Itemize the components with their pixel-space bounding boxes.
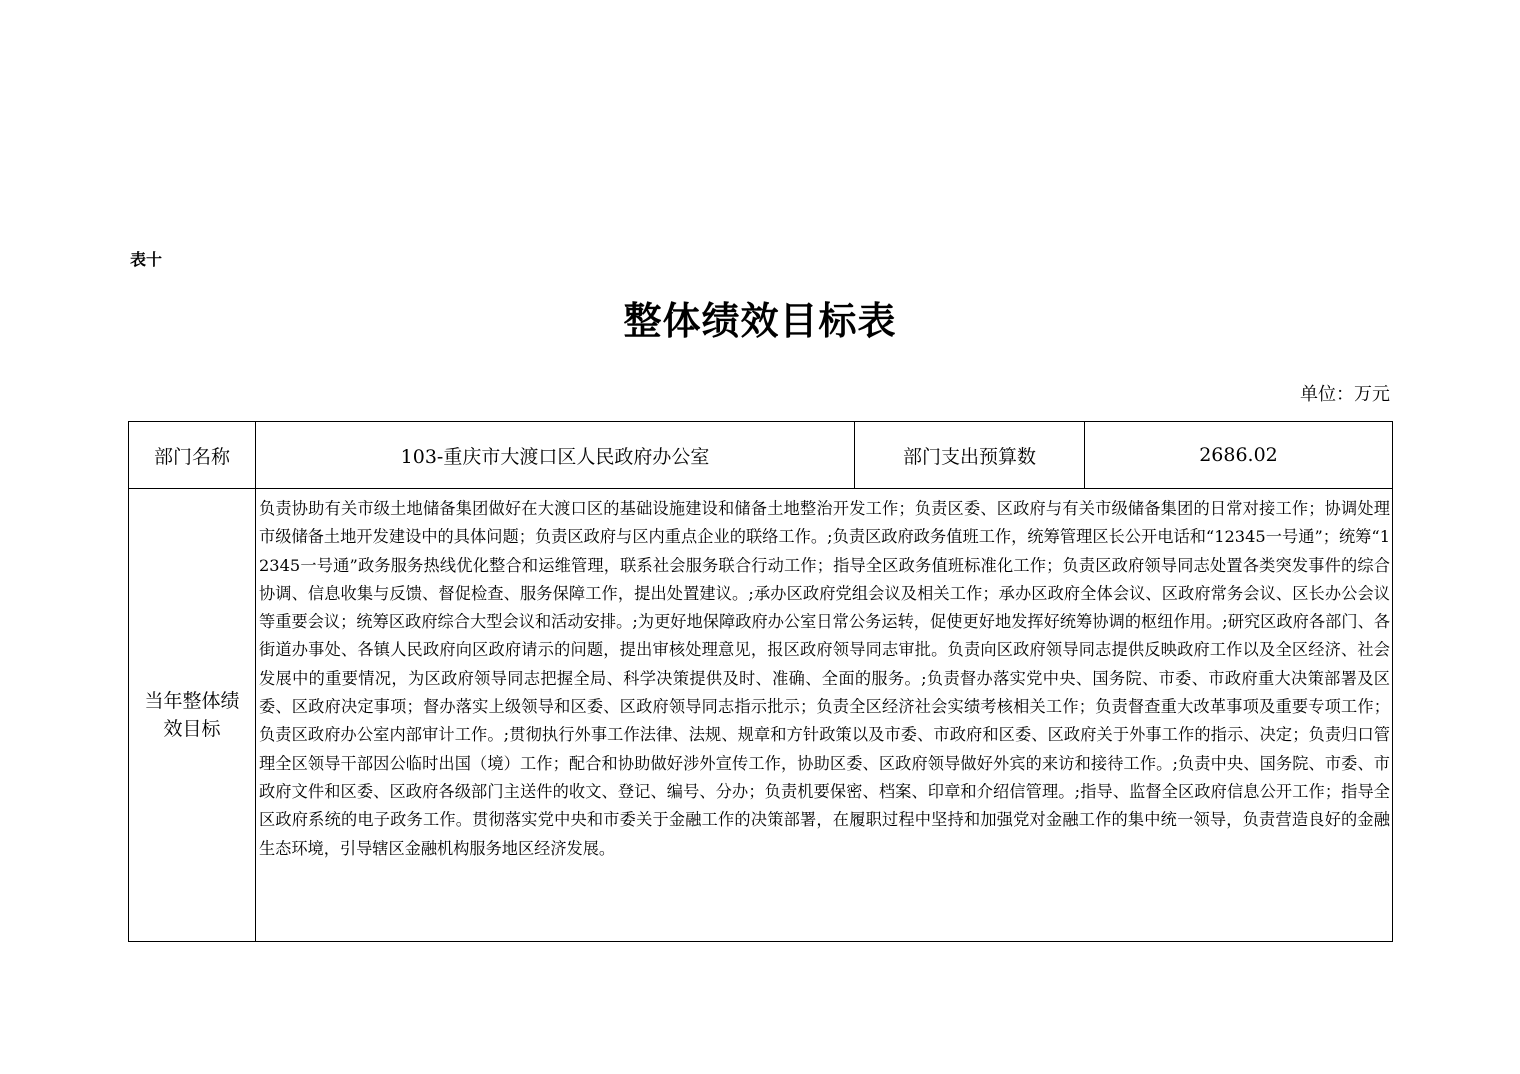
- budget-value: 2686.02: [1085, 422, 1393, 489]
- goal-label: [129, 489, 256, 942]
- goal-label-text: 当年整体绩效目标: [144, 690, 240, 740]
- table-number-label: 表十: [130, 250, 163, 269]
- budget-label: 部门支出预算数: [855, 422, 1085, 489]
- unit-label: 单位：万元: [1300, 384, 1390, 405]
- page-title: 整体绩效目标表: [623, 298, 897, 343]
- dept-name-label: 部门名称: [129, 422, 256, 489]
- table-row-department: [129, 422, 1393, 489]
- table-row-goal: [129, 489, 1393, 942]
- performance-goal-table: [128, 421, 1393, 942]
- goal-text: 负责协助有关市级土地储备集团做好在大渡口区的基础设施建设和储备土地整治开发工作；负责区委、区政府与有关市级储备集团的日常对接工作；协调处理市级储备土地开发建设中的具体问题；负责区政府与区内重点企业的联络工作。;负责区政府政务值班工作，统筹管理区长公开电话和“12345一号通”；统筹“12345一号通”政务服务热线优化整合和运维管理，联系社会服务联合行动工作；指导全区政务值班标准化工作；负责区政府领导同志处置各类突发事件的综合协调、信息收集与反馈、督促检查、服务保障工作，提出处置建议。;承办区政府党组会议及相关工作；承办区政府全体会议、区政府常务会议、区长办公会议等重要会议；统筹区政府综合大型会议和活动安排。;为更好地保障政府办公室日常公务运转，促使更好地发挥好统筹协调的枢纽作用。;研究区政府各部门、各街道办事处、各镇人民政府向区政府请示的问题，提出审核处理意见，报区政府领导同志审批。负责向区政府领导同志提供反映政府工作以及全区经济、社会发展中的重要情况，为区政府领导同志把握全局、科学决策提供及时、准确、全面的服务。;负责督办落实党中央、国务院、市委、市政府重大决策部署及区委、区政府决定事项；督办落实上级领导和区委、区政府领导同志指示批示；负责全区经济社会实绩考核相关工作；负责督查重大改革事项及重要专项工作；负责区政府办公室内部审计工作。;贯彻执行外事工作法律、法规、规章和方针政策以及市委、市政府和区委、区政府关于外事工作的指示、决定；负责归口管理全区领导干部因公临时出国（境）工作；配合和协助做好涉外宣传工作，协助区委、区政府领导做好外宾的来访和接待工作。;负责中央、国务院、市委、市政府文件和区委、区政府各级部门主送件的收文、登记、编号、分办；负责机要保密、档案、印章和介绍信管理。;指导、监督全区政府信息公开工作；指导全区政府系统的电子政务工作。贯彻落实党中央和市委关于金融工作的决策部署，在履职过程中坚持和加强党对金融工作的集中统一领导，负责营造良好的金融生态环境，引导辖区金融机构服务地区经济发展。: [256, 489, 1393, 942]
- dept-name-value: 103-重庆市大渡口区人民政府办公室: [256, 422, 855, 489]
